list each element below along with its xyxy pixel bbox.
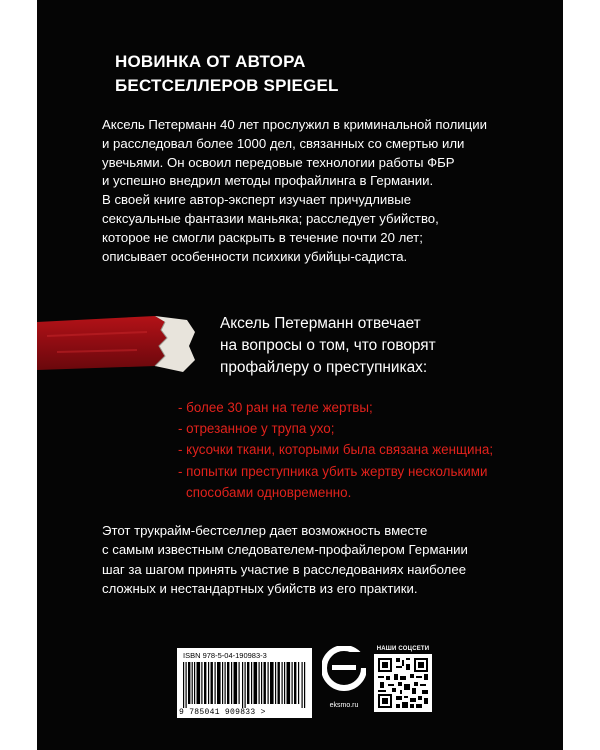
intro-line: В своей книге автор-эксперт изучает причудливые	[102, 192, 412, 208]
outro-paragraph	[102, 521, 468, 599]
social-label: НАШИ СОЦСЕТИ	[376, 646, 430, 652]
outro-line: шаг за шагом принять участие в расследованиях наиболее	[102, 561, 467, 577]
barcode-bars	[183, 662, 306, 708]
intro-line: Аксель Петерманн 40 лет прослужил в криминальной полиции	[102, 117, 487, 132]
social-block	[374, 646, 432, 717]
bullet-item: - попытки преступника убить жертву несколькими	[178, 463, 488, 479]
headline	[115, 50, 339, 98]
publisher-url: eksmo.ru	[329, 702, 359, 709]
back-cover	[37, 0, 563, 750]
intro-line: которое не смогли раскрыть в течение почти 20 лет;	[102, 229, 423, 245]
isbn-text: ISBN 978-5-04-190983-3	[183, 651, 267, 660]
lead-line: Аксель Петерманн отвечает	[220, 315, 421, 332]
headline-line-2: БЕСТСЕЛЛЕРОВ SPIEGEL	[115, 76, 339, 95]
intro-line: увечьями. Он освоил передовые технологии работы ФБР	[102, 154, 455, 170]
publisher-logo	[319, 646, 369, 709]
qr-code-icon	[374, 654, 432, 712]
headline-line-1: НОВИНКА ОТ АВТОРА	[115, 52, 306, 71]
intro-line: сексуальные фантазии маньяка; расследует убийство,	[102, 210, 439, 226]
lead-line: профайлеру о преступниках:	[220, 359, 428, 376]
barcode	[177, 648, 312, 718]
bullet-list	[178, 397, 493, 503]
bullet-item: - более 30 ран на теле жертвы;	[178, 400, 373, 415]
outro-line: Этот трукрайм-бестселлер дает возможность вместе	[102, 523, 428, 538]
lead-paragraph	[220, 313, 436, 379]
lead-line: на вопросы о том, что говорят	[220, 337, 436, 354]
bullet-item: способами одновременно.	[186, 484, 352, 500]
red-tape-graphic	[37, 316, 197, 372]
barcode-digits: 9 785041 909833 >	[179, 708, 266, 717]
bullet-item: - кусочки ткани, которыми была связана женщина;	[178, 442, 494, 458]
eksmo-logo-icon	[322, 646, 366, 696]
intro-paragraph	[102, 116, 522, 266]
outro-line: сложных и нестандартных убийств из его практики.	[102, 581, 418, 597]
intro-line: и расследовал более 1000 дел, связанных со смертью или	[102, 135, 465, 151]
bullet-item: - отрезанное у трупа ухо;	[178, 421, 335, 437]
intro-line: и успешно внедрил методы профайлинга в Германии.	[102, 173, 434, 189]
intro-line: описывает особенности психики убийцы-садиста.	[102, 248, 408, 264]
outro-line: с самым известным следователем-профайлером Германии	[102, 542, 468, 558]
